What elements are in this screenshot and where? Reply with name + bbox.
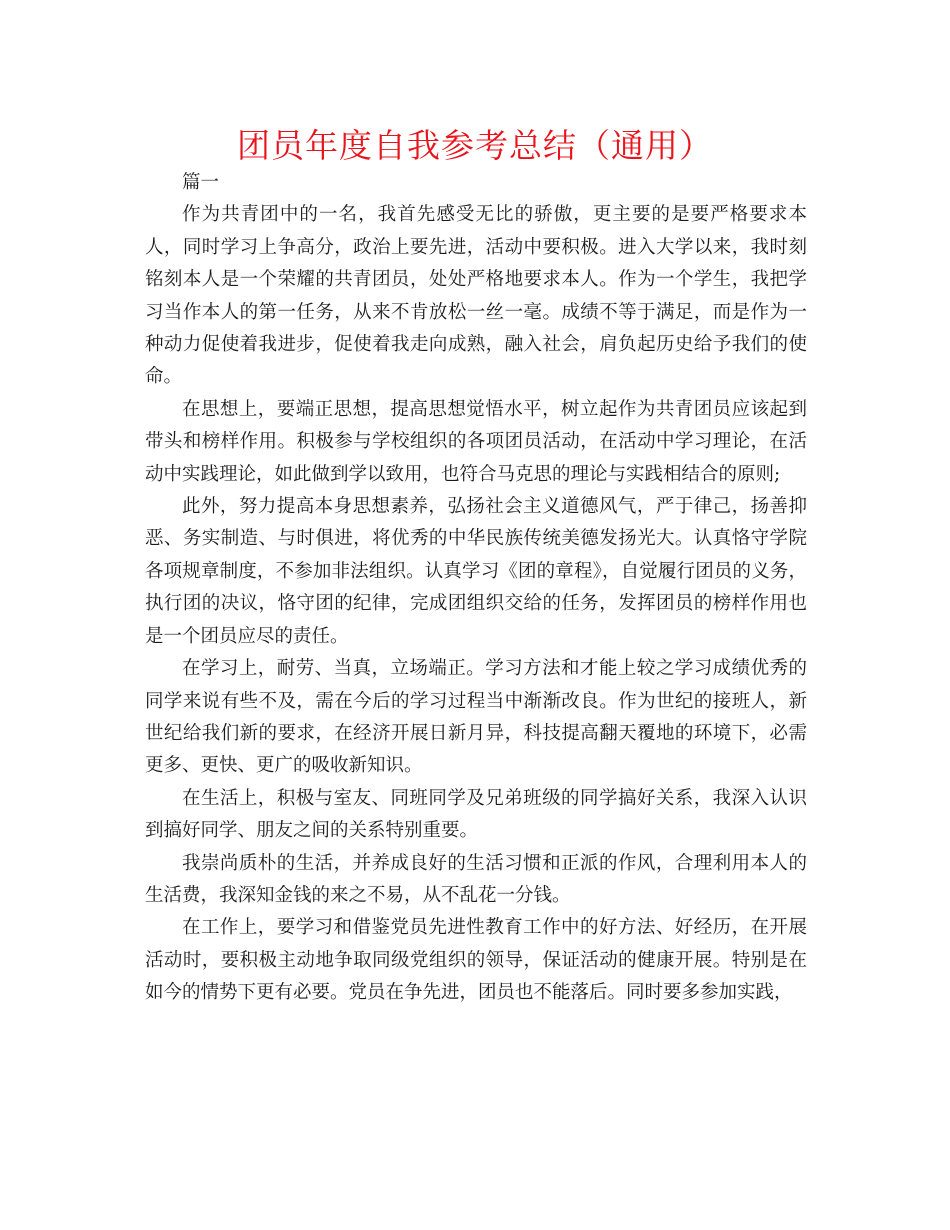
document-body <box>145 167 807 1010</box>
paragraph-study: 在学习上，耐劳、当真，立场端正。学习方法和才能上较之学习成绩优秀的同学来说有些不及，需在今后的学习过程当中渐渐改良。作为世纪的接班人，新世纪给我们新的要求，在经济开展日新月异，科技提高翻天覆地的环境下，必需更多、更快、更广的吸收新知识。 <box>145 658 807 777</box>
paragraph-intro: 作为共青团中的一名，我首先感受无比的骄傲，更主要的是要严格要求本人，同时学习上争高分，政治上要先进，活动中要积极。进入大学以来，我时刻铭刻本人是一个荣耀的共青团员，处处严格地要求本人。作为一个学生，我把学习当作本人的第一任务，从来不肯放松一丝一毫。成绩不等于满足，而是作为一种动力促使着我进步，促使着我走向成熟，融入社会，肩负起历史给予我们的使命。 <box>145 204 807 388</box>
paragraph-life-relations: 在生活上，积极与室友、同班同学及兄弟班级的同学搞好关系，我深入认识到搞好同学、朋友之间的关系特别重要。 <box>145 787 807 842</box>
section-label: 篇一 <box>182 172 220 193</box>
paragraph-work: 在工作上，要学习和借鉴党员先进性教育工作中的好方法、好经历，在开展活动时，要积极主动地争取同级党组织的领导，保证活动的健康开展。特别是在如今的情势下更有必要。党员在争先进，团员也不能落后。同时要多参加实践， <box>145 917 807 1004</box>
paragraph-morality: 此外，努力提高本身思想素养，弘扬社会主义道德风气，严于律己，扬善抑恶、务实制造、与时俱进，将优秀的中华民族传统美德发扬光大。认真恪守学院各项规章制度，不参加非法组织。认真学习《团的章程》，自觉履行团员的义务，执行团的决议，恪守团的纪律，完成团组织交给的任务，发挥团员的榜样作用也是一个团员应尽的责任。 <box>145 496 807 647</box>
paragraph-life-frugality: 我崇尚质朴的生活，并养成良好的生活习惯和正派的作风，合理利用本人的生活费，我深知金钱的来之不易，从不乱花一分钱。 <box>145 852 807 906</box>
paragraph-ideology: 在思想上，要端正思想，提高思想觉悟水平，树立起作为共青团员应该起到带头和榜样作用。积极参与学校组织的各项团员活动，在活动中学习理论，在活动中实践理论，如此做到学以致用，也符合马克思的理论与实践相结合的原则; <box>145 398 807 485</box>
document-title: 团员年度自我参考总结（通用） <box>237 126 713 165</box>
